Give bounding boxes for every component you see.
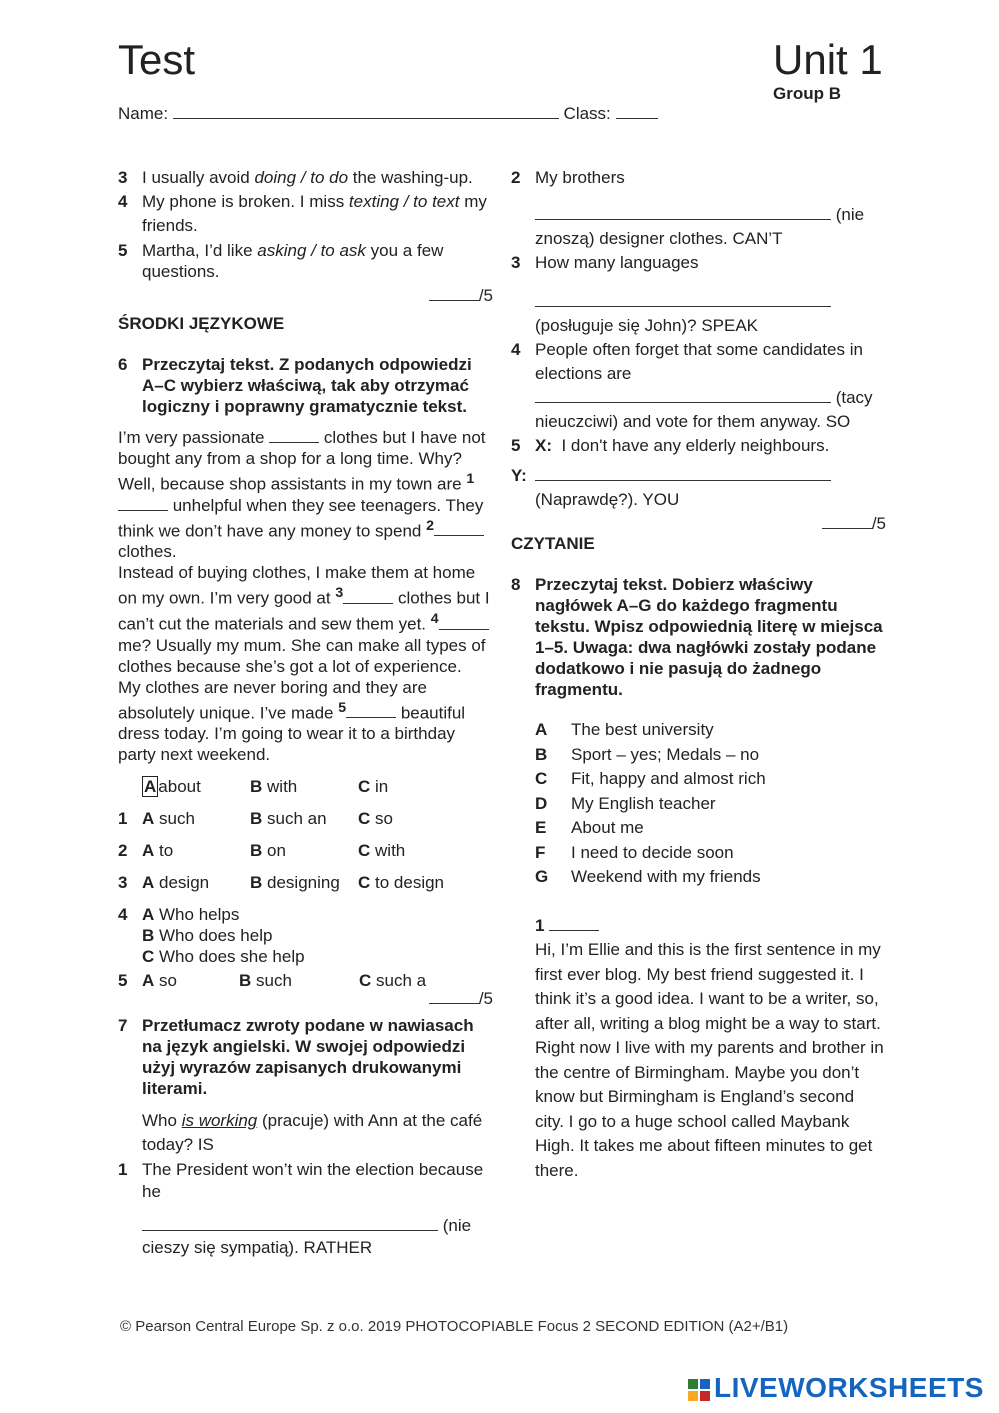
class-label: Class: [563,104,611,123]
translation-item-dialogue: 5 X: I don't have any elderly neighbours. [511,436,830,455]
option-a[interactable]: A so [142,971,177,991]
item-number: 4 [118,192,128,211]
heading-option: C Fit, happy and almost rich [535,769,766,788]
answer-line[interactable] [535,388,831,403]
choice-options[interactable]: texting / to text [348,192,460,211]
task-number: 8 [511,575,521,594]
brand-name: LIVEWORKSHEETS [714,1372,984,1403]
item-text: Martha, I’d like [142,241,258,260]
heading-option: E About me [535,818,644,837]
item-text: my friends. [142,192,487,235]
task-8-instructions [511,574,886,700]
option-row: 1 A such B such an C so [118,803,493,835]
item-text: the washing-up. [348,168,473,187]
score-max: /5 [871,514,886,533]
translation-item: 2 My brothers (nie znoszą) designer clothes. CAN’T [511,168,865,248]
option-a[interactable]: A Who helps [142,905,240,925]
right-column [511,166,886,1183]
task-6-instructions [118,354,493,417]
option-row: 3 A design B designing C to design [118,867,493,899]
liveworksheets-icon [688,1379,710,1401]
choice-options[interactable]: asking / to ask [257,241,366,260]
example-gap [269,428,319,443]
option-row: 2 A to B on C with [118,835,493,867]
blog-fragment-1 [535,914,886,1184]
section-heading: ŚRODKI JĘZYKOWE [118,314,285,333]
option-b[interactable]: B such [239,971,292,991]
task-number: 6 [118,355,128,374]
translation-item: 3 How many languages (posługuje się John)? SPEAK [511,251,886,338]
score-input[interactable] [429,989,479,1004]
option-c[interactable]: C such a [359,971,427,991]
left-column [118,166,493,1259]
task-title: Przeczytaj tekst. Z podanych odpowiedzi A–C wybierz właściwą, tak aby otrzymać logiczny i poprawny gramatycznie tekst. [142,355,472,416]
name-class-line [118,104,658,124]
answer-line[interactable] [535,205,831,220]
task-title: Przeczytaj tekst. Dobierz właściwy nagłówek A–G do każdego fragmentu tekstu. Wpisz odpowiednią literę w miejsca 1–5. Uwaga: dwa nagłówki zostały podane dodatkowo i nie pasują do żadnego fragmentu. [535,575,883,699]
grammar-item [118,166,493,190]
option-a[interactable]: A design [142,873,210,893]
option-c[interactable]: C with [358,841,406,861]
fragment-text: Hi, I’m Ellie and this is the first sentence in my first ever blog. My best friend suggested it. I think it’s a good idea. I want to be a writer, so, after all, writing a blog might be a way to start. Right now I live with my parents and brother in the centre of Birmingham. Maybe you don’t know but Birmingham is England’s second city. I go to a huge school called Maybank High. It takes me about fifteen minutes to get there. [535,940,884,1180]
fragment-answer[interactable] [549,916,599,931]
choice-options[interactable]: doing / to do [254,168,349,187]
heading-option: G Weekend with my friends [535,867,761,886]
headings-list [535,718,886,890]
score-input[interactable] [822,514,872,529]
option-b[interactable]: B designing [250,873,340,893]
answer-line[interactable] [142,1216,438,1231]
class-input[interactable] [616,104,658,119]
option-b[interactable]: B on [250,841,286,861]
options-block [118,771,493,995]
answer-line[interactable] [535,466,831,481]
option-c[interactable]: C Who does she help [142,947,305,967]
option-c[interactable]: C to design [358,873,445,893]
example-item: Who is working (pracuje) with Ann at the café today? IS [142,1111,483,1155]
liveworksheets-logo[interactable] [688,1372,984,1404]
option-row-example: A about B with C in [144,777,389,797]
answer-line[interactable] [535,292,831,307]
option-row: 5 A so B such C such a [118,967,493,995]
score-input[interactable] [429,286,479,301]
section-heading: CZYTANIE [511,534,595,553]
heading-option: A The best university [535,720,714,739]
gap-4[interactable] [439,615,489,630]
heading-option: F I need to decide soon [535,842,734,862]
footer-copyright: © Pearson Central Europe Sp. z o.o. 2019 PHOTOCOPIABLE Focus 2 SECOND EDITION (A2+/B1) [120,1318,789,1335]
item-number: 3 [118,168,128,187]
example-answer: is working [181,1111,258,1131]
heading-option: D My English teacher [535,793,716,813]
translation-item: 4 People often forget that some candidates in elections are (tacy nieuczciwi) and vote for them anyway. SO [511,340,873,431]
task-number: 7 [118,1016,128,1036]
name-label: Name: [118,104,169,123]
option-c[interactable]: C so [358,809,393,829]
gap-3[interactable] [343,589,393,604]
item-text: My phone is broken. I miss [142,192,349,211]
fragment-number: 1 [535,915,545,935]
item-text: you a few questions. [142,241,444,281]
grammar-item [118,240,493,282]
score-max: /5 [478,989,493,1009]
gap-2[interactable] [434,521,484,536]
option-a[interactable]: A to [142,841,174,861]
option-b[interactable]: B Who does help [142,926,273,946]
grammar-item [118,190,493,238]
unit-title: Unit 1 [773,36,883,83]
test-title: Test [118,36,196,83]
gap-5[interactable] [346,703,396,718]
dialogue-reply: Y: (Naprawdę?). YOU [511,464,886,512]
group-label: Group B [773,84,841,103]
translation-item: 1 The President won’t win the election because he (nie cieszy się sympatią). RATHER [118,1160,484,1258]
option-a[interactable]: A such [142,809,195,829]
task-title: Przetłumacz zwroty podane w nawiasach na język angielski. W swojej odpowiedzi użyj wyrazów zapisanych drukowanymi literami. [142,1016,474,1099]
score-max: /5 [478,286,493,305]
heading-option: B Sport – yes; Medals – no [535,744,760,764]
item-text: I usually avoid [142,168,255,187]
task-7-instructions [118,1015,493,1099]
option-row-stacked: 4 A Who helps B Who does help C Who does she help [118,905,305,967]
name-input[interactable] [173,104,559,119]
item-number: 5 [118,241,128,260]
gap-1[interactable] [118,496,168,511]
cloze-text: I’m very passionate clothes but I have not bought any from a shop for a long time. Why? Well, because shop assistants in my town are $^1$ unhelpful when they see teenagers. They think we don’t have any money to spend $^2$ clothes. Instead of buying clothes, I make them at home on my own. I’m very good at $^3$ clothes but I can’t cut the materials and sew them yet. $^4$ me? Usually my mum. She can make all types of clothes because she’s got a lot of experience. My clothes are never boring and they are absolutely unique. I’ve made $^5$ beautiful dress today. I’m going to wear it to a birthday party next weekend. [118,428,490,765]
score-box [118,284,493,308]
option-b[interactable]: B such an [250,809,327,829]
